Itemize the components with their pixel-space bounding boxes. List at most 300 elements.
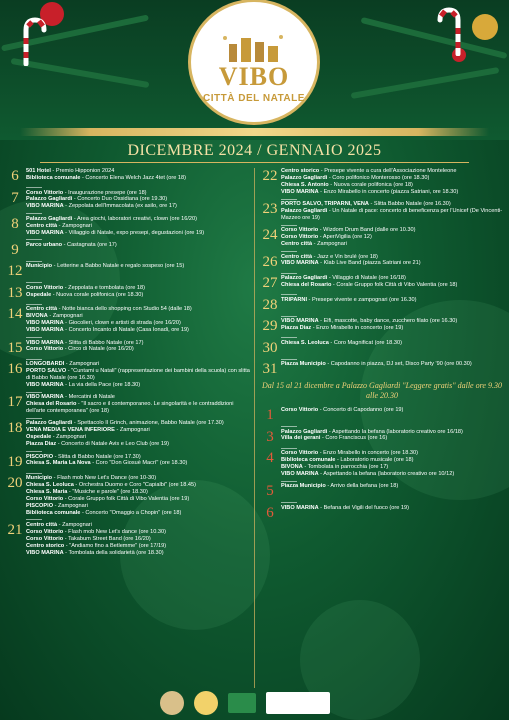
event-lines xyxy=(281,483,505,490)
event-day xyxy=(259,429,505,445)
event-item xyxy=(281,182,505,189)
event-lines xyxy=(281,297,505,304)
event-description: - Area giochi, laboratori creativi, clown (ore 16/20) xyxy=(72,215,198,222)
event-description: - Letterine a Babbo Natale e regalo sospeso (ore 15) xyxy=(52,263,185,270)
event-location: Chiesa del Rosario xyxy=(281,281,332,288)
event-location: Centro città xyxy=(281,241,313,248)
event-item xyxy=(26,550,251,557)
event-description: - Arrivo della befana (ore 18) xyxy=(325,483,399,490)
event-item xyxy=(26,510,251,517)
event-item xyxy=(26,454,251,461)
day-number: 16 xyxy=(7,361,23,378)
event-location: VIBO MARINA xyxy=(26,327,64,334)
event-description: - Enzo Mirabello in concerto (ore 19) xyxy=(311,324,404,331)
event-item xyxy=(26,320,251,327)
day-number: 3 xyxy=(266,428,274,445)
event-item xyxy=(281,275,505,282)
event-item xyxy=(26,223,251,230)
entry-separator xyxy=(281,426,297,427)
event-description: - Concerto "Omaggio a Chopin" (ore 18) xyxy=(80,509,182,516)
event-item xyxy=(26,175,251,182)
event-description: - Concerto Duo Ossidiana (ore 19.30) xyxy=(72,196,168,203)
event-location: Palazzo Gagliardi xyxy=(281,428,328,435)
day-number: 1 xyxy=(266,407,274,424)
event-location: VIBO MARINA xyxy=(281,318,319,325)
event-description: - Corale Gruppo folk Città di Vibo Valentia (ore 18) xyxy=(331,281,458,288)
event-location: Centro storico xyxy=(26,542,65,549)
entry-separator xyxy=(26,261,42,262)
event-lines xyxy=(26,340,251,354)
event-location: Corso Vittorio xyxy=(26,189,64,196)
event-day xyxy=(259,505,505,521)
event-lines xyxy=(281,168,505,196)
entry-separator xyxy=(281,448,297,449)
event-description: - Tombolata della solidarietà (ore 18.30) xyxy=(63,549,164,556)
page-title: DICEMBRE 2024 / GENNAIO 2025 xyxy=(127,142,382,159)
day-number: 13 xyxy=(7,284,23,301)
event-location: Chiesa S. Leoluca xyxy=(26,481,74,488)
event-location: Palazzo Gagliardi xyxy=(26,420,73,427)
event-description: - Capodanno in piazza, DJ set, Disco Party '90 (ore 00.30) xyxy=(325,361,472,368)
event-lines xyxy=(281,201,505,222)
event-item xyxy=(26,361,251,368)
event-description: - Befana dei Vigili del fuoco (ore 19) xyxy=(318,504,409,511)
event-location: Villa dei gerani xyxy=(281,435,321,442)
event-location: Chiesa S. Leoluca xyxy=(281,339,329,346)
event-location: VIBO MARINA xyxy=(26,381,64,388)
event-description: - Enzo Mirabello in concerto (piazza Satriani, ore 18.30) xyxy=(318,188,459,195)
event-description: - Zampognari xyxy=(51,434,87,441)
event-item xyxy=(281,340,505,347)
event-item xyxy=(281,168,505,175)
entry-separator xyxy=(281,199,297,200)
day-number: 19 xyxy=(7,453,23,470)
event-lines xyxy=(281,407,505,414)
event-location: VIBO MARINA xyxy=(281,504,319,511)
event-day xyxy=(4,454,251,470)
day-number: 26 xyxy=(262,253,278,270)
event-description: - Nuova corale polifonica (ore 18) xyxy=(328,181,413,188)
event-day xyxy=(4,420,251,448)
event-item xyxy=(26,168,251,175)
event-location: Parco urbano xyxy=(26,241,63,248)
event-description: - Jazz e Vin brulé (ore 18) xyxy=(312,253,378,260)
event-location: Centro città xyxy=(281,253,313,260)
event-location: Ospedale xyxy=(26,291,52,298)
event-item xyxy=(281,208,505,222)
camera-di-commercio-logo-icon xyxy=(266,692,330,714)
event-location: BIVONA xyxy=(26,313,48,320)
left-column-events xyxy=(4,168,251,560)
entry-separator xyxy=(26,418,42,419)
event-description: - Nuova corale polifonica (ore 18.30) xyxy=(51,291,144,298)
event-item xyxy=(281,505,505,512)
day-number: 6 xyxy=(266,504,274,521)
event-location: VIBO MARINA xyxy=(26,320,64,327)
event-description: - Slitta Babbo Natale (ore 16.30) xyxy=(368,201,451,208)
event-description: - Slitta di Babbo Natale (ore 17) xyxy=(63,339,144,346)
event-item xyxy=(281,260,505,267)
event-location: VIBO MARINA xyxy=(281,470,319,477)
entry-separator xyxy=(281,273,297,274)
event-lines xyxy=(26,454,251,468)
day-number: 9 xyxy=(11,241,19,258)
day-number: 21 xyxy=(7,521,23,538)
candy-cane-icon xyxy=(436,6,466,56)
event-day xyxy=(4,216,251,237)
event-description: - Flash mob New Let's dance (ore 10.30) xyxy=(63,528,166,535)
event-location: VENA MEDIA E VENA INFERIORE xyxy=(26,427,115,434)
event-day xyxy=(4,394,251,415)
event-description: - La via della Pace (ore 18.30) xyxy=(63,381,141,388)
day-number: 14 xyxy=(7,306,23,323)
event-description: - AperiVigilia (ore 12) xyxy=(318,234,372,241)
castle-skyline-icon xyxy=(219,32,289,62)
entry-separator xyxy=(281,359,297,360)
day-number: 28 xyxy=(262,296,278,313)
event-item xyxy=(281,297,505,304)
event-location: TRIPARNI xyxy=(281,296,307,303)
event-location: Biblioteca comunale xyxy=(26,509,81,516)
january-events xyxy=(259,407,505,521)
event-item xyxy=(26,216,251,223)
event-description: - Zampognari xyxy=(47,313,83,320)
event-lines xyxy=(281,361,505,368)
event-item xyxy=(281,175,505,182)
event-location: Palazzo Gagliardi xyxy=(26,196,73,203)
event-lines xyxy=(26,522,251,557)
event-description: - Zampognari xyxy=(53,502,88,509)
event-location: Centro città xyxy=(26,521,58,528)
event-item xyxy=(26,313,251,320)
event-description: - Zampognari xyxy=(64,361,100,368)
day-number: 7 xyxy=(11,189,19,206)
event-item xyxy=(281,457,505,464)
event-item xyxy=(26,529,251,536)
event-location: Piazza Diaz xyxy=(26,441,57,448)
day-number: 15 xyxy=(7,339,23,356)
event-location: PISCOPIO xyxy=(26,453,54,460)
event-location: Palazzo Gagliardi xyxy=(26,215,73,222)
event-location: VIBO MARINA xyxy=(26,229,64,236)
event-item xyxy=(281,201,505,208)
event-lines xyxy=(26,361,251,389)
event-location: Biblioteca comunale xyxy=(26,174,81,181)
entry-separator xyxy=(26,392,42,393)
event-item xyxy=(281,361,505,368)
sponsor-logos xyxy=(160,688,330,718)
event-location: PORTO SALVO xyxy=(26,367,67,374)
logo-subtitle: CITTÀ DEL NATALE xyxy=(203,93,305,104)
event-location: Chiesa S. Maria La Nova xyxy=(26,460,91,467)
event-location: VIBO MARINA xyxy=(26,203,64,210)
event-item xyxy=(281,483,505,490)
event-location: Palazzo Gagliardi xyxy=(281,174,328,181)
event-lines xyxy=(281,275,505,289)
event-location: Chiesa del Rosario xyxy=(26,401,77,408)
event-description: - Klab Live Band (piazza Satriani ore 21) xyxy=(318,260,421,267)
event-item xyxy=(26,475,251,482)
event-description: - Zampognari xyxy=(57,521,92,528)
event-day xyxy=(259,275,505,291)
title-divider xyxy=(40,162,469,163)
event-location: VIBO MARINA xyxy=(281,188,319,195)
event-description: - Orchestra Duomo e Coro "Capialbi" (ore 18.45) xyxy=(73,481,196,488)
event-description: - Circo di Natale (ore 16/20) xyxy=(63,346,134,353)
day-number: 31 xyxy=(262,361,278,378)
event-item xyxy=(281,325,505,332)
day-number: 17 xyxy=(7,394,23,411)
event-description: - Giocolieri, clown e artisti di strada (ore 16/20) xyxy=(63,320,181,327)
december-events-right xyxy=(259,168,505,377)
event-description: - Presepe vivente a cura dell'Associazione Monteleone xyxy=(319,168,457,174)
event-item xyxy=(26,460,251,467)
entry-separator xyxy=(281,337,297,338)
entry-separator xyxy=(281,294,297,295)
event-location: Chiesa S. Antonio xyxy=(281,181,329,188)
entry-separator xyxy=(26,337,42,338)
event-description: - Corale Gruppo folk Città di Vibo Valentia (ore 19) xyxy=(63,495,190,502)
event-location: VIBO MARINA xyxy=(26,394,64,401)
event-description: - Notte bianca dello shopping con Studio 54 (dalle 18) xyxy=(57,306,192,313)
event-item xyxy=(281,227,505,234)
event-description: - Zampognari xyxy=(312,241,347,248)
day-number: 22 xyxy=(262,168,278,184)
event-day xyxy=(259,361,505,377)
event-description: - Villaggio di Natale, expo presepi, degustazioni (ore 19) xyxy=(63,229,205,236)
event-item xyxy=(26,382,251,389)
event-location: LONGOBARDI xyxy=(26,361,65,368)
entry-separator xyxy=(26,213,42,214)
entry-separator xyxy=(281,502,297,503)
event-day xyxy=(4,361,251,389)
entry-separator xyxy=(26,519,42,520)
event-day xyxy=(259,254,505,270)
event-item xyxy=(26,306,251,313)
event-description: - Coro "Don Giosuè Macrì" (ore 18.30) xyxy=(90,460,188,467)
event-description: - "Cuntami u Natali" (rappresentazione dei bambini della scuola) con slitta di Babbo Natale (ore 16.30) xyxy=(26,367,250,381)
event-location: Palazzo Gagliardi xyxy=(281,275,328,282)
gold-bauble-icon xyxy=(472,14,498,40)
event-item xyxy=(281,254,505,261)
column-divider xyxy=(254,168,255,688)
event-description: - Zeppolata e tombolata (ore 18) xyxy=(63,284,145,291)
right-column-events xyxy=(259,168,505,524)
event-location: VIBO MARINA xyxy=(26,339,64,346)
entry-separator xyxy=(26,239,42,240)
event-item xyxy=(281,407,505,414)
event-location: VIBO MARINA xyxy=(26,549,64,556)
event-description: - Aspettando la befana (laboratorio creativo ore 16/18) xyxy=(327,428,463,435)
event-location: Piazza Municipio xyxy=(281,361,326,368)
event-lines xyxy=(26,285,251,299)
event-location: Centro città xyxy=(26,222,58,229)
event-day xyxy=(4,340,251,356)
event-day xyxy=(4,475,251,516)
event-day xyxy=(259,168,505,196)
event-description: - Coro polifonico Monterosso (ore 18.30) xyxy=(327,174,430,181)
day-number: 12 xyxy=(7,263,23,280)
day-number: 6 xyxy=(11,168,19,184)
event-day xyxy=(4,306,251,334)
event-item xyxy=(26,401,251,415)
event-item xyxy=(26,263,251,270)
event-item xyxy=(26,489,251,496)
event-day xyxy=(4,190,251,211)
entry-separator xyxy=(281,481,297,482)
day-number: 20 xyxy=(7,475,23,492)
day-number: 4 xyxy=(266,450,274,467)
event-location: Corso Vittorio xyxy=(281,407,319,414)
event-description: - Villaggio di Natale (ore 16/18) xyxy=(327,275,406,282)
event-item xyxy=(281,234,505,241)
event-lines xyxy=(26,420,251,448)
event-item xyxy=(26,285,251,292)
event-item xyxy=(26,230,251,237)
event-day xyxy=(259,227,505,248)
event-item xyxy=(26,482,251,489)
event-description: - "Musiche e parole" (ore 18.30) xyxy=(67,488,148,495)
event-item xyxy=(26,427,251,434)
day-number: 18 xyxy=(7,420,23,437)
entry-separator xyxy=(26,282,42,283)
event-day xyxy=(4,522,251,557)
event-item xyxy=(281,450,505,457)
event-description: - Wizdom Drum Band (dalle ore 10.30) xyxy=(318,227,416,234)
event-day xyxy=(259,318,505,334)
event-description: - Premio Hipponion 2024 xyxy=(50,168,115,174)
event-description: - Laboratorio musicale (ore 18) xyxy=(335,456,414,463)
event-lines xyxy=(26,394,251,415)
event-location: Corso Vittorio xyxy=(26,346,64,353)
event-item xyxy=(26,368,251,382)
event-location: Biblioteca comunale xyxy=(281,456,336,463)
event-item xyxy=(26,441,251,448)
event-description: - Un Natale di pace: concerto di beneficenza per l'Unicef (De Vincenti-Mazzeo ore 19) xyxy=(281,208,503,221)
event-item xyxy=(26,543,251,550)
event-description: - Spettacolo Il Grinch, animazione, Babbo Natale (ore 17.30) xyxy=(72,420,224,427)
gold-ribbon xyxy=(20,128,489,136)
event-lines xyxy=(281,450,505,478)
calabria-logo-icon xyxy=(228,693,256,713)
event-lines xyxy=(26,306,251,334)
event-description: - Slitta di Babbo Natale (ore 17.30) xyxy=(53,453,141,460)
event-location: Corso Vittorio xyxy=(26,284,64,291)
event-location: Municipio xyxy=(26,263,53,270)
event-description: - Castagnata (ore 17) xyxy=(62,241,117,248)
event-location: Corso Vittorio xyxy=(26,495,64,502)
event-description: - Flash mob New Let's Dance (ore 10-30) xyxy=(52,475,157,482)
regione-logo-icon xyxy=(194,691,218,715)
event-location: BIVONA xyxy=(281,463,303,470)
logo-title: VIBO xyxy=(218,62,290,91)
reading-note: Dal 15 al 21 dicembre a Palazzo Gagliardi "Leggere gratis" dalle ore 9.30 alle 20.30 xyxy=(262,381,502,401)
event-day xyxy=(259,297,505,313)
event-location: Palazzo Gagliardi xyxy=(281,208,328,215)
event-item xyxy=(26,340,251,347)
event-location: Municipio xyxy=(26,475,53,482)
event-item xyxy=(281,241,505,248)
event-day xyxy=(4,168,251,184)
event-location: Corso Vittorio xyxy=(281,450,319,457)
event-location: Centro città xyxy=(26,306,58,313)
event-description: - Aspettando la befana (laboratorio creativo ore 10/12) xyxy=(318,470,455,477)
entry-separator xyxy=(26,359,42,360)
event-lines xyxy=(281,254,505,268)
event-description: - Coro Franciscus (ore 16) xyxy=(320,435,388,442)
entry-separator xyxy=(26,304,42,305)
event-location: Ospedale xyxy=(26,434,52,441)
event-description: - Concerto Incanto di Natale (Casa Ionadi, ore 19) xyxy=(63,327,189,334)
event-lines xyxy=(26,242,251,249)
event-item xyxy=(281,429,505,436)
event-description: - Concerto di Capodanno (ore 19) xyxy=(318,407,404,414)
event-description: - Mercatini di Natale xyxy=(63,394,115,401)
event-item xyxy=(281,435,505,442)
day-number: 29 xyxy=(262,318,278,335)
event-item xyxy=(26,292,251,299)
event-location: Corso Vittorio xyxy=(26,528,64,535)
event-lines xyxy=(281,429,505,443)
event-lines xyxy=(281,318,505,332)
entry-separator xyxy=(281,316,297,317)
day-number: 23 xyxy=(262,201,278,218)
day-number: 5 xyxy=(266,483,274,500)
event-description: - Zampognari xyxy=(57,222,92,229)
event-item xyxy=(26,196,251,203)
event-location: Corso Vittorio xyxy=(281,234,319,241)
event-item xyxy=(26,503,251,510)
event-description: - "Il sacro e il contemporaneo. Le singolarità e le contraddizioni dell'arte contemporanea" (ore 18) xyxy=(26,401,234,414)
day-number: 30 xyxy=(262,339,278,356)
event-day xyxy=(259,201,505,222)
event-item xyxy=(26,394,251,401)
entry-separator xyxy=(281,225,297,226)
event-location: VIBO MARINA xyxy=(281,260,319,267)
event-lines xyxy=(281,505,505,512)
event-item xyxy=(26,327,251,334)
header-banner xyxy=(0,0,509,140)
pine-branch xyxy=(351,67,500,99)
event-description: - Coro Magnificat (ore 18.30) xyxy=(328,339,402,346)
event-item xyxy=(281,464,505,471)
event-day xyxy=(259,450,505,478)
event-item xyxy=(26,190,251,197)
event-description: - Concerto Elena Welch Jazz 4tet (ore 18) xyxy=(80,174,187,181)
event-lines xyxy=(26,216,251,237)
entry-separator xyxy=(26,187,42,188)
comune-crest-icon xyxy=(160,691,184,715)
event-item xyxy=(281,282,505,289)
event-item xyxy=(281,318,505,325)
candy-cane-icon xyxy=(18,16,48,66)
event-lines xyxy=(281,227,505,248)
event-description: - Zeppolata dell'Immacolata (ex asilo, ore 17) xyxy=(63,203,177,210)
event-lines xyxy=(26,475,251,516)
event-description: - Zampognari xyxy=(114,427,150,434)
event-day xyxy=(4,263,251,279)
entry-separator xyxy=(281,251,297,252)
event-lines xyxy=(26,190,251,211)
event-lines xyxy=(281,340,505,347)
event-description: - Tombolata in parrocchia (ore 17) xyxy=(302,463,389,470)
event-location: Corso Vittorio xyxy=(26,535,64,542)
event-item xyxy=(26,522,251,529)
event-description: - "Andiamo fino a Betlemme" (ore 17/19) xyxy=(64,542,167,549)
event-lines xyxy=(26,263,251,270)
event-location: PISCOPIO xyxy=(26,502,54,509)
event-location: Chiesa S. Maria xyxy=(26,488,68,495)
